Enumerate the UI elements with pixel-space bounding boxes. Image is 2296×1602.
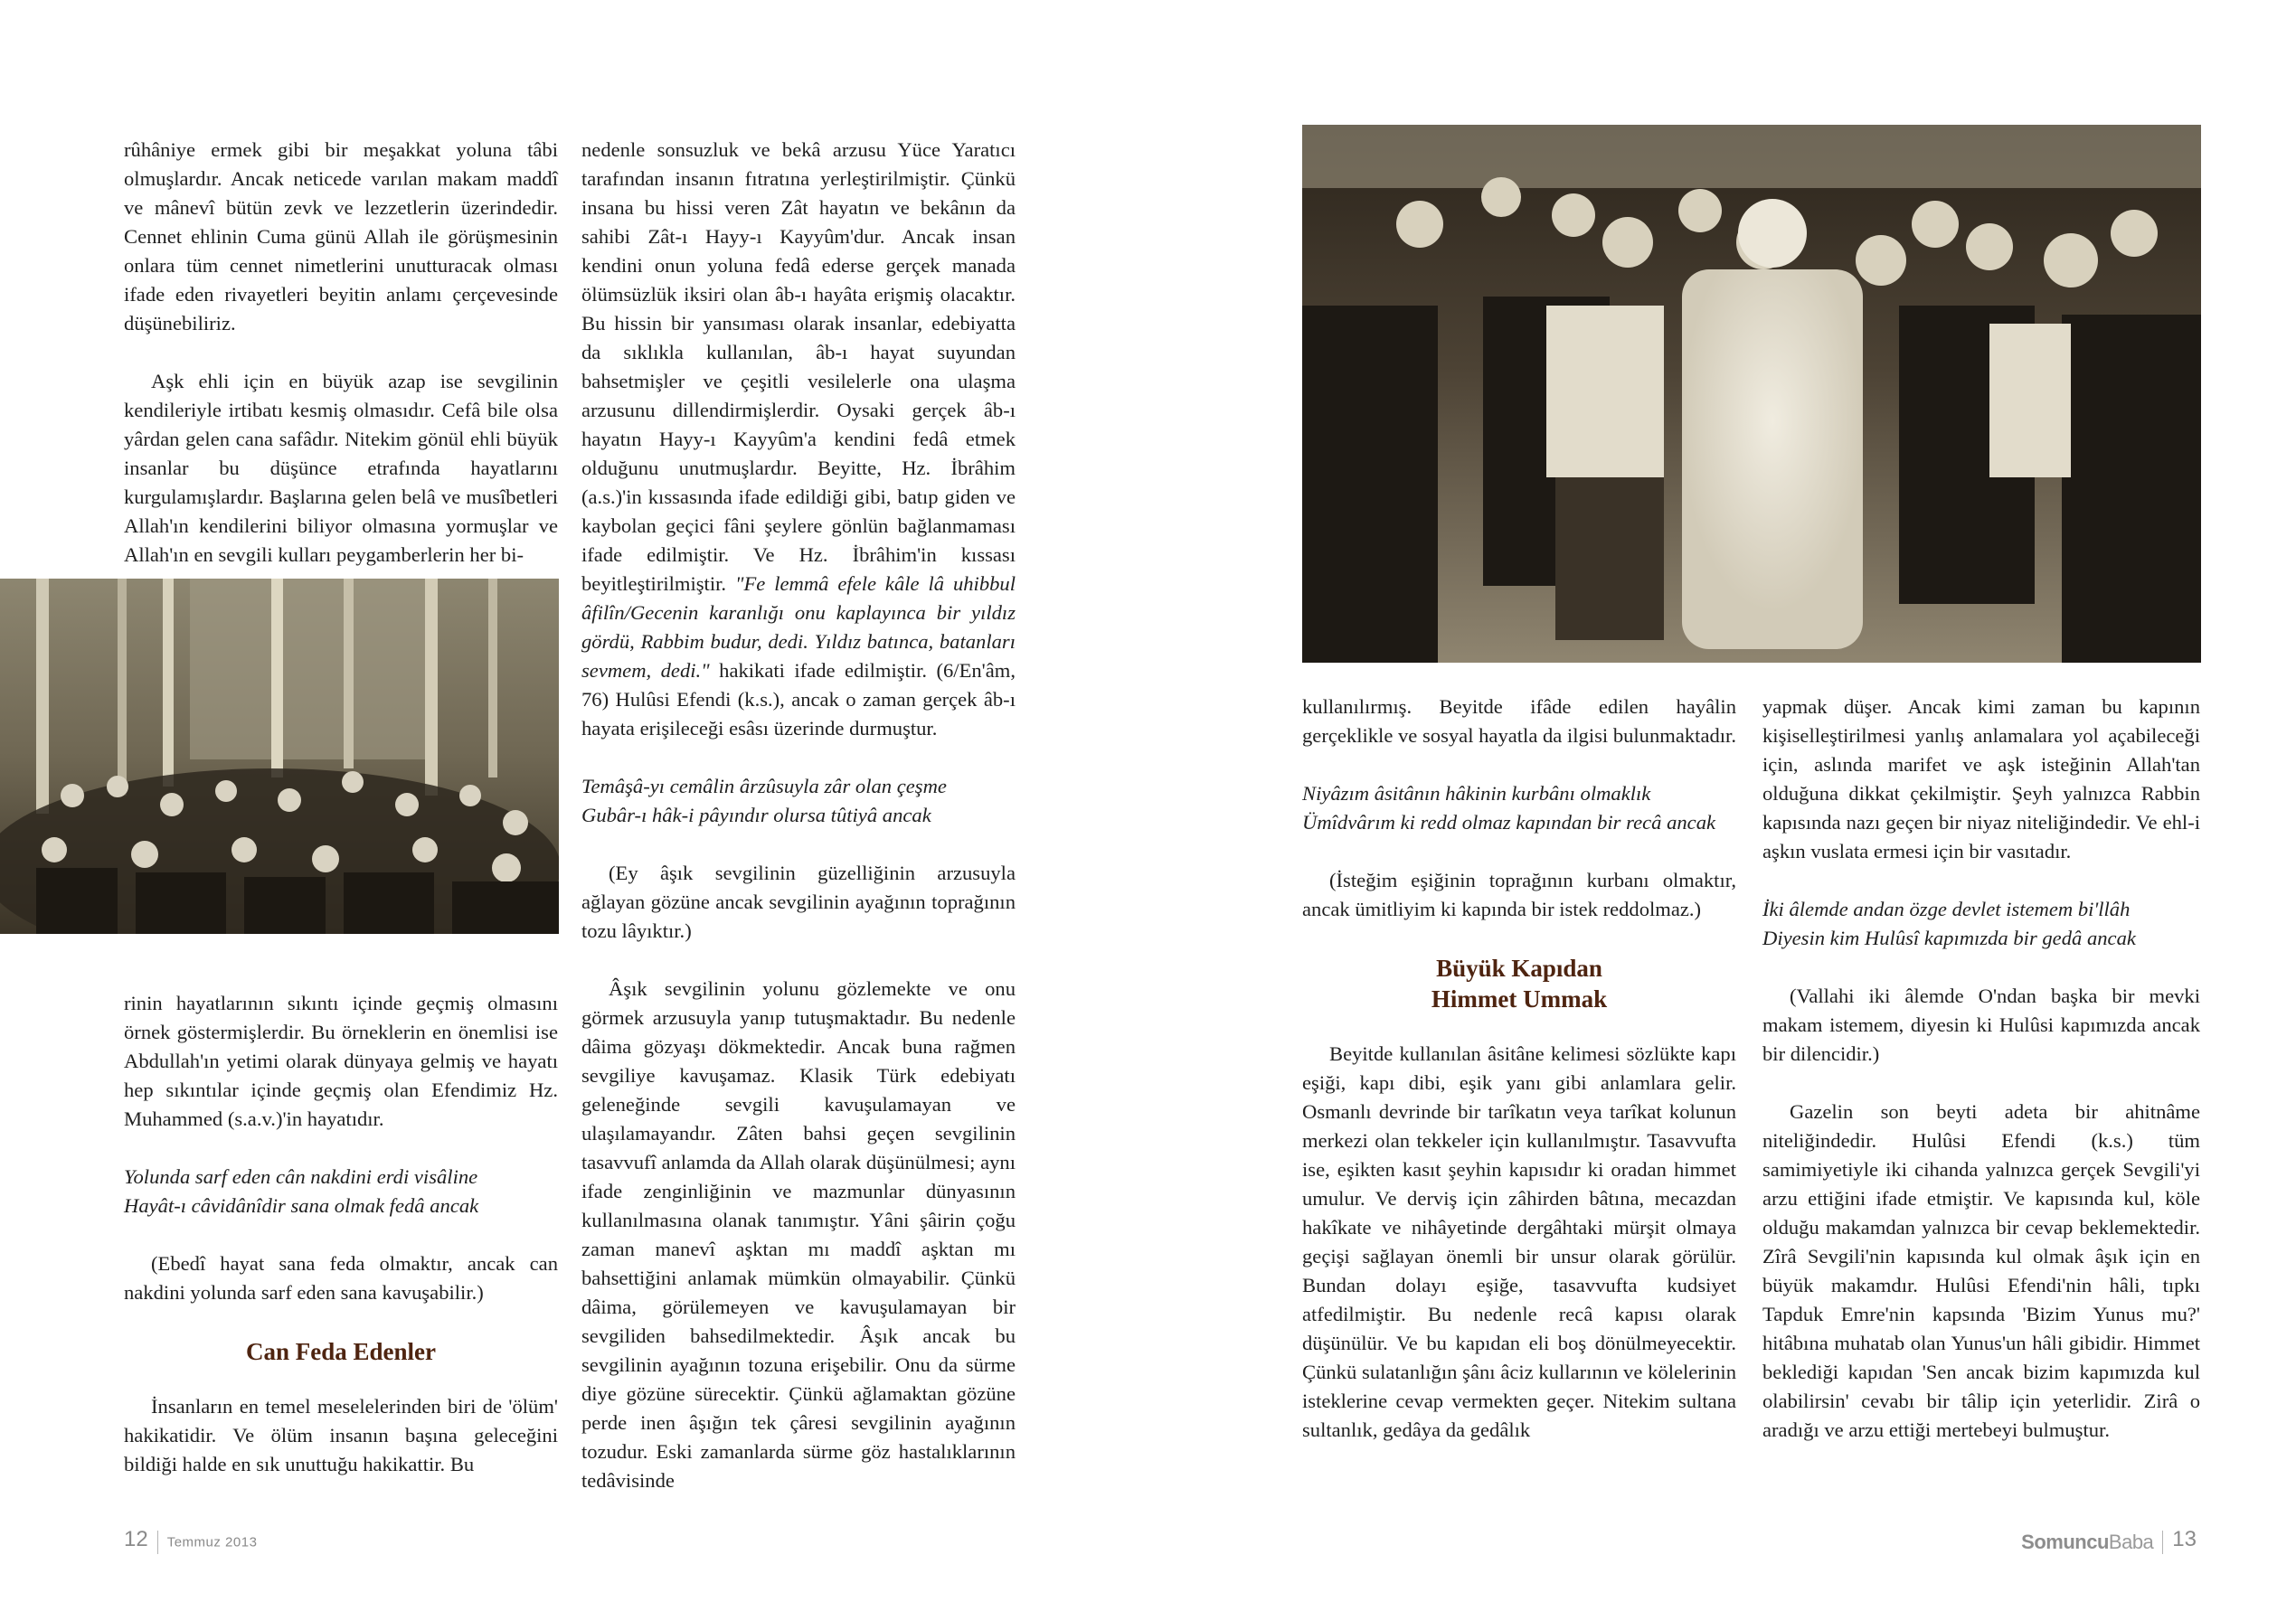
paragraph: rinin hayatlarının sıkıntı içinde geçmiş olmasını örnek göstermişlerdir. Bu örneklerin en önemlisi ise Abdullah'ın yetimi olarak dünyaya gelmiş ve hayatı hep sıkıntılar içinde geçmiş olan Efendimiz Hz. Muhammed (s.a.v.)'in hayatıdır. xyxy=(124,992,558,1130)
verse-line: Temâşâ-yı cemâlin ârzûsuyla zâr olan çeşme xyxy=(581,775,947,797)
right-col3 xyxy=(1302,693,1736,1445)
verse-couplet xyxy=(1302,779,1736,837)
verse-translation: (İsteğim eşiğinin toprağının kurbanı olmaktır, ancak ümitliyim ki kapında bir istek reddolmaz.) xyxy=(1302,869,1736,920)
verse-translation: (Vallahi iki âlemde O'ndan başka bir mevki makam istemem, diyesin ki Hulûsi kapımızda ancak bir dilencidir.) xyxy=(1762,985,2200,1065)
paragraph-text: hakikati ifade edilmiştir. (6/En'âm, 76) Hulûsi Efendi (k.s.), ancak o zaman gerçek âb-ı hayata erişileceği esâsı üzerinde durmuştur. xyxy=(581,659,1016,740)
verse-line: Diyesin kim Hulûsî kapımızda bir gedâ ancak xyxy=(1762,927,2136,949)
section-heading xyxy=(1302,953,1736,1014)
page-number: 13 xyxy=(2172,1527,2197,1551)
paragraph: kullanılırmış. Beyitde ifâde edilen hayâlin gerçeklikle ve sosyal hayatla da ilgisi bulunmaktadır. xyxy=(1302,695,1736,747)
issue-date: Temmuz 2013 xyxy=(166,1534,258,1550)
quran-quote: "Fe lemmâ efele kâle lâ uhibbul âfilîn/Gecenin karanlığı onu kaplayınca bir yıldız gördü, Rabbim budur, dedi. Yıldız batınca, batanları sevmem, dedi." xyxy=(581,572,1016,682)
paragraph-text: nedenle sonsuzluk ve bekâ arzusu Yüce Yaratıcı tarafından insanın fıtratına yerleştirilmiştir. Çünkü insana bu hissi veren Zât hayatın ve bekânın da sahibi Zât-ı Hayy-ı Kayyûm'dur. Ancak insan kendini onun yoluna fedâ ederse gerçek manada ölümsüzlük iksiri olan âb-ı hayâta erişmiş olacaktır. Bu hissin bir yansıması olarak insanlar, edebiyatta da sıklıkla kullanılan, âb-ı hayat suyundan bahsetmişler ve çeşitli vesilelerle ona ulaşma arzusunu dillendirmişlerdir. Oysaki gerçek âb-ı hayatın Hayy-ı Kayyûm'a kendini fedâ etmek olduğunu unutmuşlardır. Beyitte, Hz. İbrâhim (a.s.)'in kıssasında ifade edildiği gibi, batıp giden ve kaybolan geçici fâni şeylere gönlün bağlanmaması ifade edilmiştir. Ve Hz. İbrâhim'in kıssası beyitleştirilmiştir. xyxy=(581,138,1016,595)
verse-couplet xyxy=(581,772,1016,830)
section-heading: Can Feda Edenler xyxy=(245,1338,436,1365)
footer-divider xyxy=(2162,1531,2163,1554)
photo-gathering-under-trees xyxy=(0,579,559,934)
verse-couplet xyxy=(124,1163,558,1220)
left-col1-top xyxy=(124,136,558,570)
paragraph: rûhâniye ermek gibi bir meşakkat yoluna tâbi olmuşlardır. Ancak neticede varılan makam maddî ve mânevî bütün zevk ve lezzetlerin üzerindedir. Cennet ehlinin Cuma günü Allah ile görüşmesinin onlara tüm cennet nimetlerini unutturacak olması ifade eden rivayetleri beyitin anlamı çerçevesinde düşünebiliriz. xyxy=(124,138,558,335)
left-col2 xyxy=(581,136,1016,1495)
left-col1-bottom xyxy=(124,989,558,1479)
footer-divider xyxy=(157,1531,158,1554)
brand-logo xyxy=(2021,1531,2153,1553)
verse-couplet xyxy=(1762,895,2200,953)
paragraph: Gazelin son beyti adeta bir ahitnâme niteliğindedir. Hulûsi Efendi (k.s.) tüm samimiyetiyle iki cihanda yalnızca gerçek Sevgili'yi arzu ettiğini ifade etmiştir. Ve kapısında kul, köle olduğu makamdan yalnızca bir cevap beklemektedir. Zîrâ Sevgili'nin kapısında kul olmak âşık için en büyük makamdır. Hulûsi Efendi'nin hâli, tıpkı Tapduk Emre'nin kapsında 'Bizim Yunus mu?' hitâbına muhatab olan Yunus'un hâli gibidir. Himmet beklediği kapıdan 'Sen ancak bizim kapımızda kul olabilirsin' cevabı bir tâlip için yeterlidir. Zirâ o aradığı ve arzu ettiği mertebeyi bulmuştur. xyxy=(1762,1100,2200,1441)
verse-translation: (Ey âşık sevgilinin güzelliğinin arzusuyla ağlayan gözüne ancak sevgilinin ayağının toprağının tozu lâyıktır.) xyxy=(581,862,1016,942)
paragraph: Aşk ehli için en büyük azap ise sevgilinin kendileriyle irtibatı kesmiş olmasıdır. Cefâ bile olsa yârdan gelen cana safâdır. Nitekim gönül ehli büyük insanlar bu düşünce etrafında hayatlarını kurgulamışlardır. Başlarına gelen belâ ve musîbetleri Allah'ın kendilerini biliyor olmasına yormuşlar ve Allah'ın en sevgili kulları peygamberlerin her bi- xyxy=(124,370,558,566)
footer-left xyxy=(124,1527,257,1554)
verse-translation: (Ebedî hayat sana feda olmaktır, ancak can nakdini yolunda sarf eden sana kavuşabilir.) xyxy=(124,1252,558,1304)
verse-line: İki âlemde andan özge devlet istemem bi'llâh xyxy=(1762,898,2131,920)
verse-line: Niyâzım âsitânın hâkinin kurbânı olmaklık xyxy=(1302,782,1651,805)
photo-procession xyxy=(1302,125,2201,663)
paragraph: yapmak düşer. Ancak kimi zaman bu kapının kişiselleştirilmesi yanlış anlamalara yol açabileceği için, aslında marifet ve aşk isteğinin Allah'tan olduğuna dikkat çekilmiştir. Şeyh yalnızca Rabbin kapısında nazı geçen bir niyaz niteliğindedir. Ve ehl-i aşkın vuslata ermesi için bir vasıtadır. xyxy=(1762,695,2200,862)
right-col4 xyxy=(1762,693,2200,1445)
brand-word-light: Baba xyxy=(2108,1530,2154,1553)
paragraph: İnsanların en temel meselelerinden biri de 'ölüm' hakikatidir. Ve ölüm insanın başına geleceğini bildiği halde en sık unuttuğu hakikattir. Bu xyxy=(124,1395,558,1475)
brand-word-bold: Somuncu xyxy=(2021,1530,2109,1553)
verse-line: Hayât-ı câvidânîdir sana olmak fedâ ancak xyxy=(124,1194,479,1217)
paragraph xyxy=(581,136,1016,743)
heading-line: Himmet Ummak xyxy=(1431,985,1608,1013)
footer-right xyxy=(2021,1527,2197,1554)
paragraph: Beyitde kullanılan âsitâne kelimesi sözlükte kapı eşiği, kapı dibi, eşik yanı gibi anlamlara gelir. Osmanlı devrinde bir tarîkatın veya tarîkat kolunun merkezi olan tekkeler için kullanılmıştır. Tasavvufta ise, eşikten kasıt şeyhin kapısıdır ki oradan himmet umulur. Ve derviş için zâhirden bâtına, mecazdan hakîkate ve nihâyetinde dergâhtaki mürşit olmaya geçişi sağlayan önemli bir unsur olarak görülür. Bundan dolayı eşiğe, tasavvufta kudsiyet atfedilmiştir. Bu nedenle recâ kapısı olarak düşünülür. Ve bu kapıdan eli boş dönülmeyecektir. Çünkü sulatanlığın şânı âciz kullarının ve kölelerinin isteklerine cevap vermekten geçer. Nitekim sultana sultanlık, gedâya da gedâlık xyxy=(1302,1042,1736,1441)
verse-line: Ümîdvârım ki redd olmaz kapından bir recâ ancak xyxy=(1302,811,1716,834)
page-number: 12 xyxy=(124,1527,148,1551)
verse-line: Gubâr-ı hâk-i pâyındır olursa tûtiyâ ancak xyxy=(581,804,931,826)
verse-line: Yolunda sarf eden cân nakdini erdi visâline xyxy=(124,1165,478,1188)
heading-line: Büyük Kapıdan xyxy=(1436,955,1602,982)
paragraph: Âşık sevgilinin yolunu gözlemekte ve onu görmek arzusuyla yanıp tutuşmaktadır. Bu nedenle dâima gözyaşı dökmektedir. Ancak buna rağmen sevgiliye kavuşamaz. Klasik Türk edebiyatı geleneğinde sevgili kavuşulamayan ve ulaşılamayandır. Zâten bahsi geçen sevgilinin tasavvufî anlamda da Allah olarak düşünülmesi; aynı ifade zenginliğinin ve mazmunlar dünyasının kullanılmasına olanak tanımıştır. Yâni şâirin çoğu zaman manevî aşktan mı maddî aşktan mı bahsettiğini anlamak mümkün olmayabilir. Çünkü dâima, görülemeyen ve kavuşulamayan bir sevgiliden bahsedilmektedir. Âşık ancak bu sevgilinin ayağının tozuna erişebilir. Onu da sürme diye gözüne sürecektir. Çünkü ağlamaktan gözüne perde inen âşığın tek çâresi sevgilinin ayağının tozudur. Eski zamanlarda sürme göz hastalıklarının tedâvisinde xyxy=(581,977,1016,1492)
